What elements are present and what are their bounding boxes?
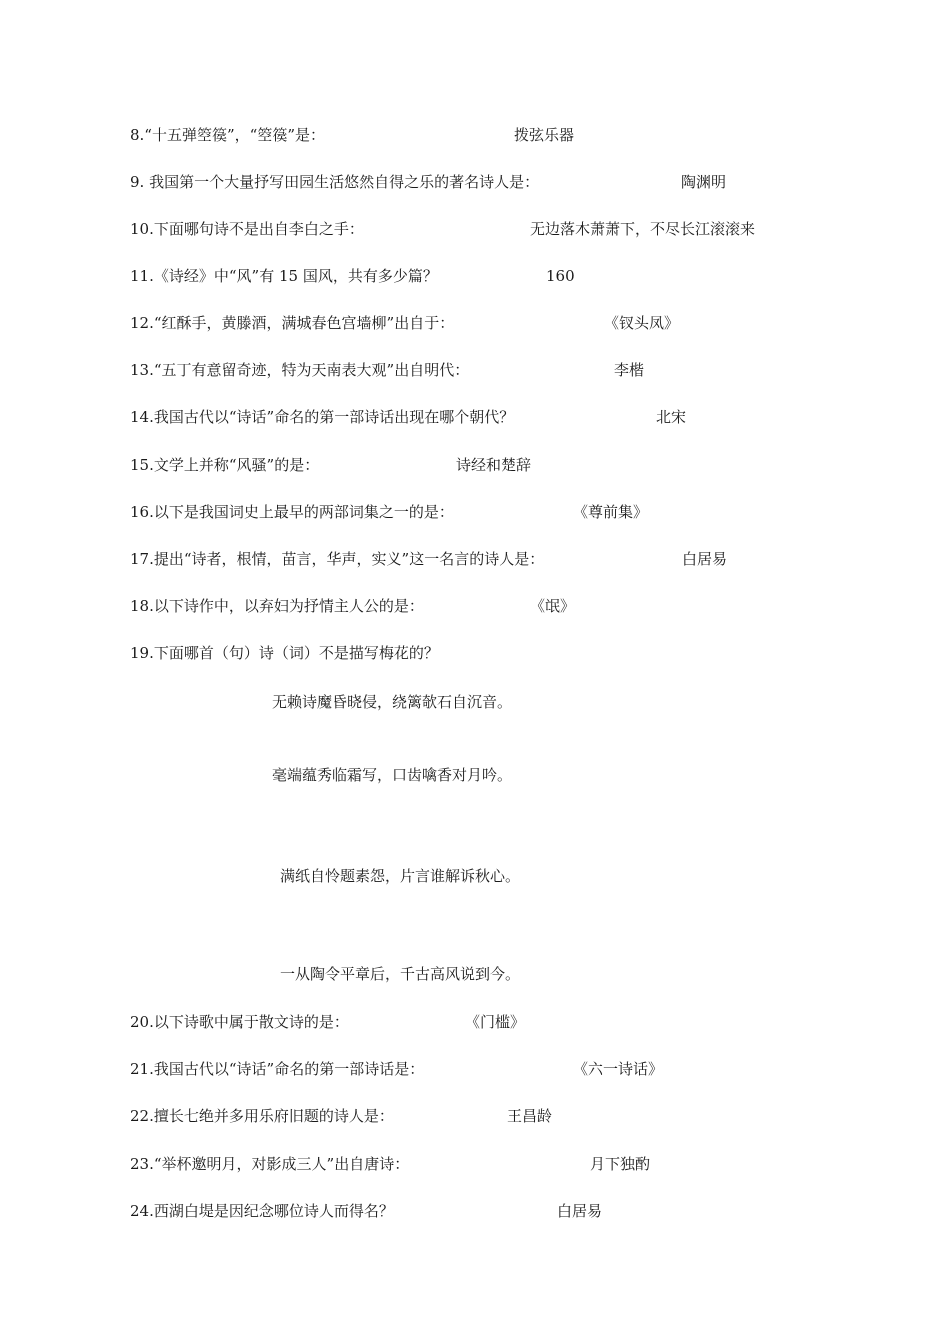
- question-12: 12.“红酥手，黄滕酒，满城春色宫墙柳”出自于：: [130, 314, 455, 332]
- answer-9: 陶渊明: [681, 173, 727, 191]
- question-24: 24.西湖白堤是因纪念哪位诗人而得名？: [130, 1202, 394, 1220]
- answer-21: 《六一诗话》: [573, 1060, 664, 1078]
- answer-11: 160: [546, 267, 575, 285]
- question-8: 8.“十五弹箜篌”，“箜篌”是：: [130, 126, 325, 144]
- answer-17: 白居易: [682, 550, 728, 568]
- answer-8: 拨弦乐器: [514, 126, 575, 144]
- question-14: 14.我国古代以“诗话”命名的第一部诗话出现在哪个朝代？: [130, 408, 515, 426]
- option-19-1: 无赖诗魔昏晓侵，绕篱欹石自沉音。: [272, 693, 513, 711]
- answer-15: 诗经和楚辞: [456, 456, 532, 474]
- question-11: 11.《诗经》中“风”有 15 国风，共有多少篇？: [130, 267, 438, 285]
- option-19-3: 满纸自怜题素怨，片言谁解诉秋心。: [280, 867, 521, 885]
- answer-10: 无边落木萧萧下，不尽长江滚滚来: [530, 220, 756, 238]
- answer-16: 《尊前集》: [573, 503, 649, 521]
- question-9: 9. 我国第一个大量抒写田园生活悠然自得之乐的著名诗人是：: [130, 173, 540, 191]
- answer-23: 月下独酌: [590, 1155, 651, 1173]
- answer-20: 《门槛》: [465, 1013, 526, 1031]
- question-19: 19.下面哪首（句）诗（词）不是描写梅花的？: [130, 644, 439, 662]
- question-23: 23.“举杯邀明月，对影成三人”出自唐诗：: [130, 1155, 410, 1173]
- question-10: 10.下面哪句诗不是出自李白之手：: [130, 220, 364, 238]
- answer-13: 李楷: [614, 361, 645, 379]
- answer-14: 北宋: [656, 408, 687, 426]
- option-19-2: 毫端蕴秀临霜写，口齿噙香对月吟。: [272, 766, 513, 784]
- answer-24: 白居易: [557, 1202, 603, 1220]
- answer-22: 王昌龄: [507, 1107, 553, 1125]
- question-17: 17.提出“诗者，根情，苗言，华声，实义”这一名言的诗人是：: [130, 550, 545, 568]
- question-22: 22.擅长七绝并多用乐府旧题的诗人是：: [130, 1107, 394, 1125]
- question-15: 15.文学上并称“风骚”的是：: [130, 456, 320, 474]
- question-20: 20.以下诗歌中属于散文诗的是：: [130, 1013, 349, 1031]
- answer-18: 《氓》: [530, 597, 576, 615]
- question-18: 18.以下诗作中，以弃妇为抒情主人公的是：: [130, 597, 424, 615]
- question-21: 21.我国古代以“诗话”命名的第一部诗话是：: [130, 1060, 425, 1078]
- question-16: 16.以下是我国词史上最早的两部词集之一的是：: [130, 503, 454, 521]
- option-19-4: 一从陶令平章后，千古高风说到今。: [280, 965, 521, 983]
- answer-12: 《钗头凤》: [604, 314, 680, 332]
- question-13: 13.“五丁有意留奇迹，特为天南表大观”出自明代：: [130, 361, 470, 379]
